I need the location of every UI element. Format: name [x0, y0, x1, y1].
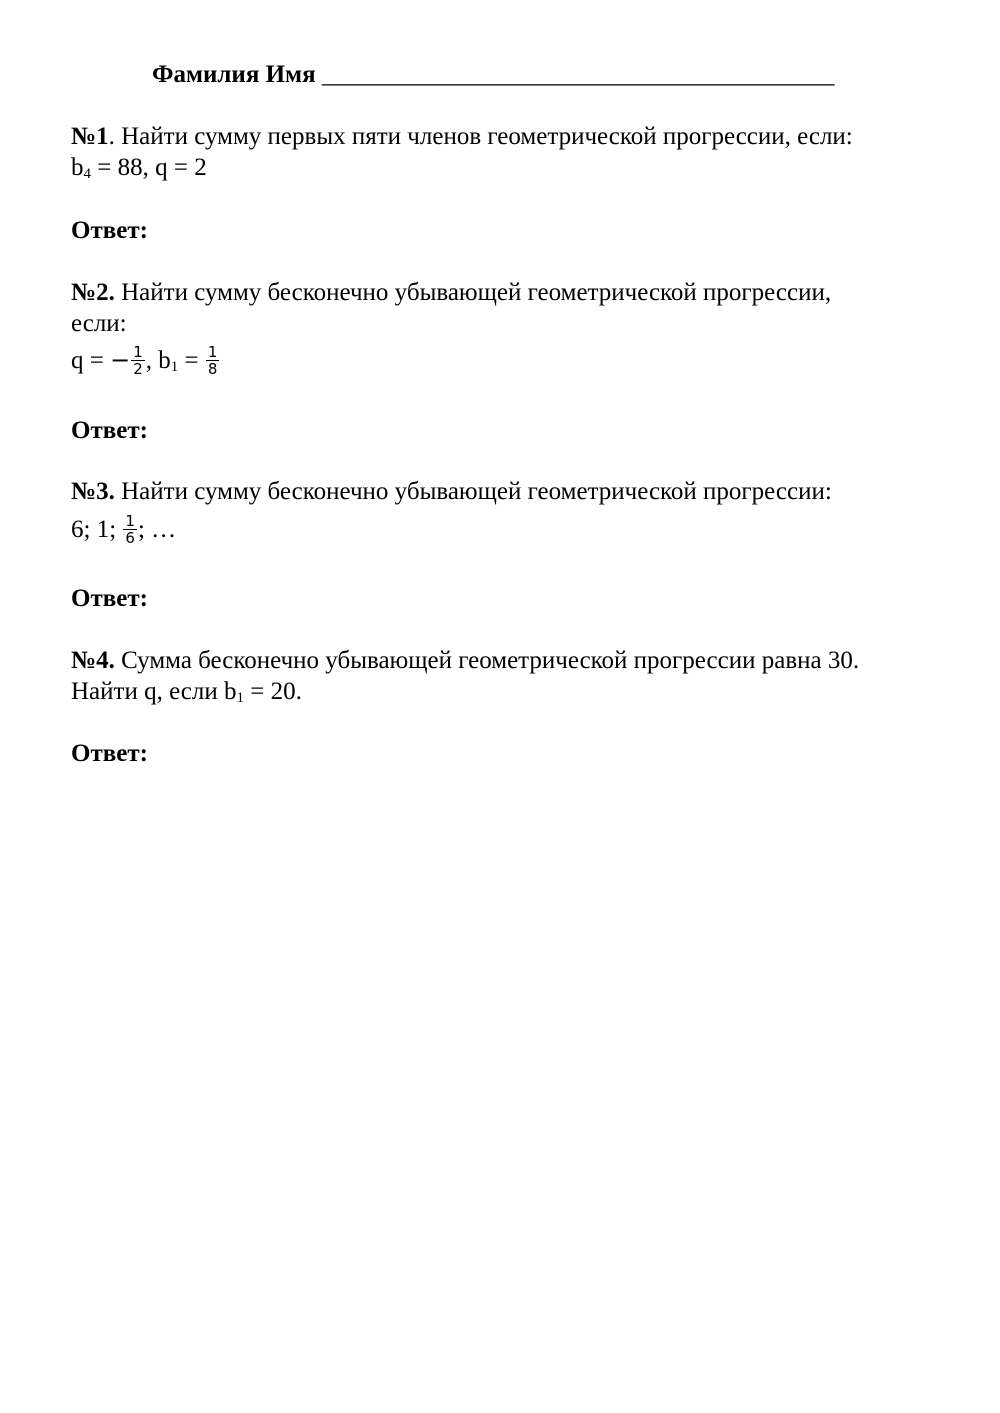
task-4-statement-cont: [71, 677, 302, 707]
task-2-b-numerator: 1: [207, 342, 218, 361]
task-2-condition: [71, 342, 220, 379]
task-1-statement: [71, 122, 853, 152]
name-header: [152, 60, 834, 90]
task-1-answer-label: Ответ:: [71, 217, 148, 244]
task-1-text: . Найти сумму первых пяти членов геометрической прогрессии, если:: [108, 123, 853, 150]
task-3-prefix: 6; 1;: [71, 516, 123, 544]
task-2-sep: , b: [145, 347, 171, 374]
task-2-q-fraction: [131, 344, 145, 377]
task-2-answer-label: Ответ:: [71, 417, 148, 444]
task-2-q-numerator: 1: [133, 342, 143, 361]
task-4-cont-prefix: Найти q, если b: [71, 678, 237, 705]
task-1-number: №1: [71, 123, 109, 150]
task-4-number: №4.: [71, 647, 115, 674]
task-2-b-subscript: 1: [170, 359, 179, 375]
task-2-b-fraction: [206, 344, 220, 377]
task-3-denominator: 6: [125, 529, 135, 547]
task-3-text: Найти сумму бесконечно убывающей геометрической прогрессии:: [114, 478, 832, 505]
task-4-statement: [71, 646, 859, 676]
task-2-number: №2.: [71, 279, 115, 306]
task-2-q-prefix: q =: [71, 347, 111, 374]
task-2-statement: [71, 278, 831, 308]
task-3-condition: [71, 512, 177, 548]
task-2-minus-sign: −: [110, 346, 131, 374]
task-2-text: Найти сумму бесконечно убывающей геометрической прогрессии,: [114, 279, 832, 306]
task-1-condition: [71, 153, 207, 183]
task-1-condition-rest: = 88, q = 2: [91, 154, 207, 181]
task-4-cont-suffix: = 20.: [244, 678, 302, 705]
task-3-number: №3.: [71, 478, 115, 505]
task-4-text: Сумма бесконечно убывающей геометрической прогрессии равна 30.: [114, 647, 860, 674]
task-2-q-denominator: 2: [133, 359, 143, 378]
task-2-statement-cont: если:: [71, 310, 127, 337]
task-3-answer-label: Ответ:: [71, 585, 148, 612]
task-2-eq: =: [178, 347, 205, 374]
task-1-b-subscript: 4: [83, 166, 91, 182]
task-3-fraction: [123, 513, 137, 546]
task-4-answer-label: Ответ:: [71, 740, 148, 767]
task-4-b-subscript: 1: [236, 690, 245, 706]
task-3-numerator: 1: [125, 512, 135, 530]
task-1-b-symbol: b: [71, 154, 84, 181]
task-3-suffix: ; …: [137, 516, 177, 544]
name-label: Фамилия Имя: [152, 61, 316, 88]
task-3-statement: [71, 477, 832, 507]
task-2-b-denominator: 8: [207, 359, 218, 378]
name-blank-line[interactable]: _________________________________________: [321, 61, 835, 88]
